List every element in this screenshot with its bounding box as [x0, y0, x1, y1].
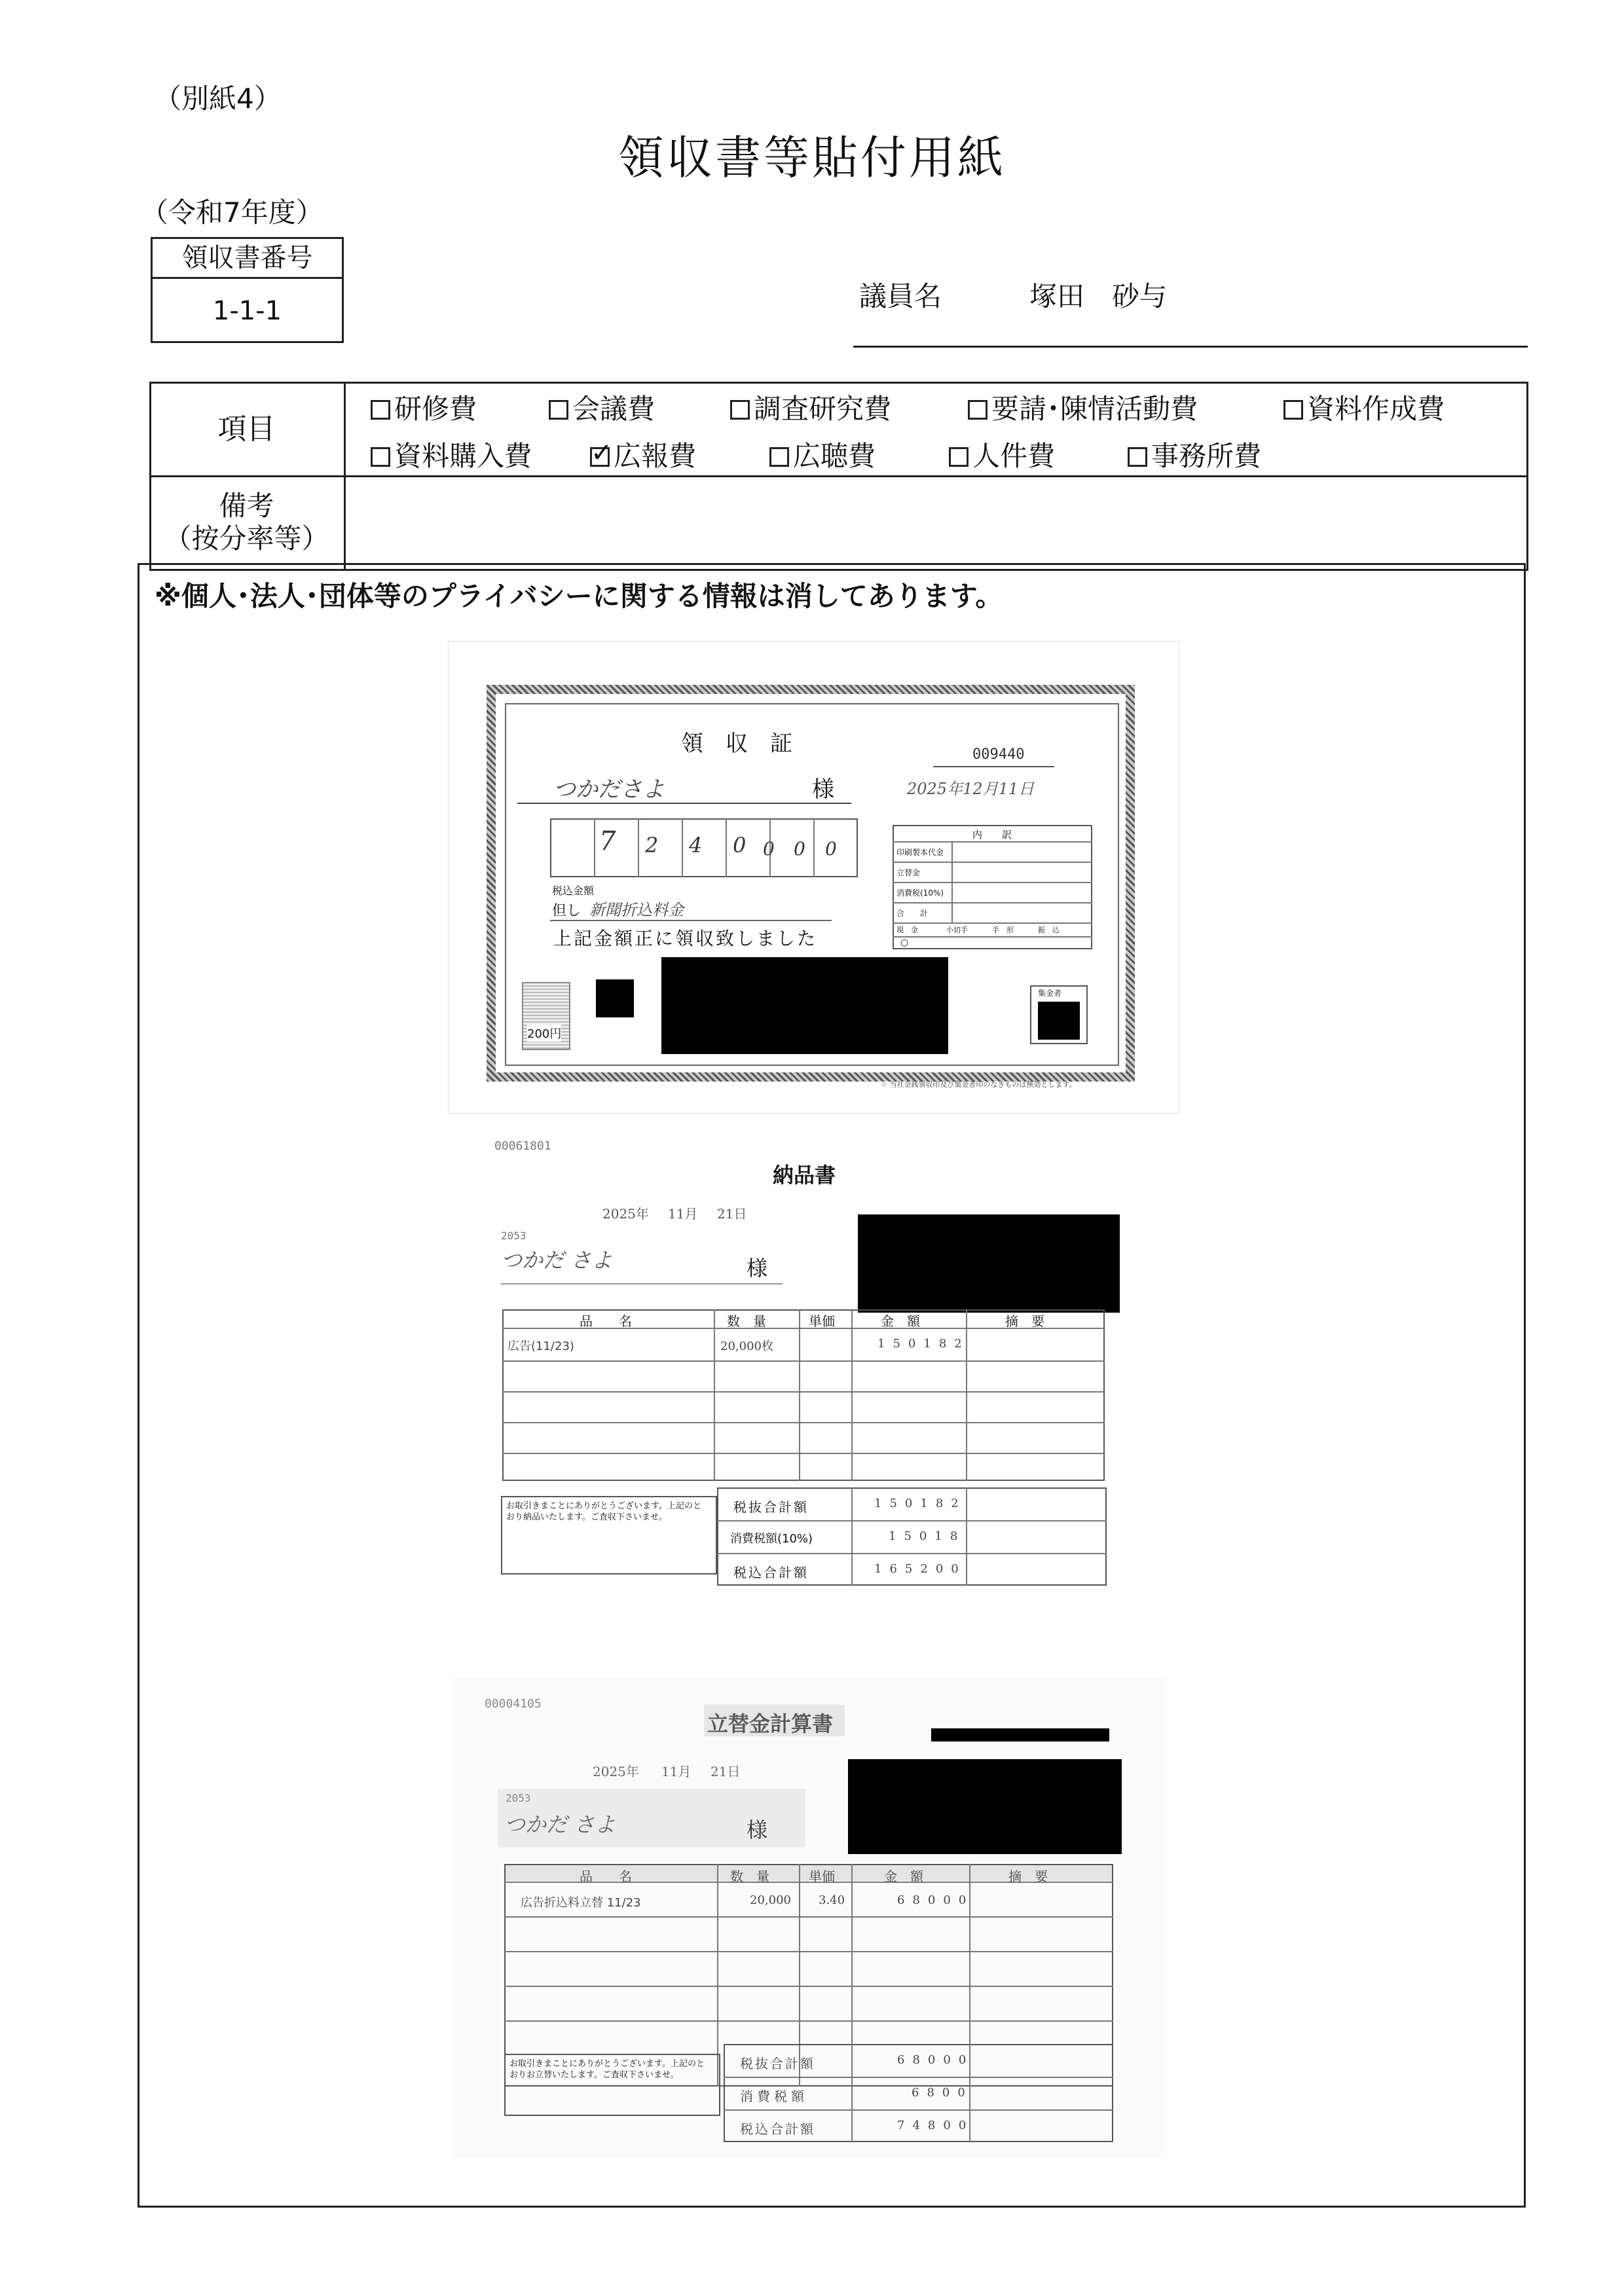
- reimb-month: 11月: [661, 1764, 692, 1779]
- receipt-purpose: 新聞折込料金: [589, 901, 684, 919]
- annex-label: （別紙4）: [154, 82, 282, 115]
- totals-value: [874, 1497, 967, 1510]
- category-kenshu[interactable]: [371, 388, 477, 427]
- digit: 5: [893, 1337, 908, 1351]
- category-label: 人件費: [972, 440, 1056, 472]
- reimb-header: 品 名: [580, 1868, 632, 1884]
- digit: 0: [943, 1893, 959, 1907]
- checkbox-icon: [1283, 400, 1303, 420]
- slip-item-table: [502, 1309, 1105, 1481]
- checkbox-icon: [549, 400, 568, 420]
- reimb-header: 数 量: [730, 1868, 769, 1884]
- reimb-item-name: 広告折込料立替 11/23: [521, 1896, 641, 1910]
- breakdown-row-line: [893, 862, 1092, 863]
- receipt-number: 009440: [972, 746, 1025, 763]
- payment-method: 現 金: [896, 926, 918, 934]
- digit: 0: [951, 1562, 967, 1576]
- table-row-line: [504, 1986, 1113, 1987]
- scanned-receipt: [449, 642, 1179, 1113]
- digit: 0: [942, 2086, 958, 2100]
- slip-customer-code: 2053: [501, 1230, 526, 1242]
- table-row-line: [504, 2020, 1113, 2022]
- digit: 6: [889, 1562, 905, 1576]
- receipt-number-label: 領収書番号: [153, 239, 342, 279]
- redaction-block: [931, 1728, 1109, 1741]
- reimb-serial: 00004105: [485, 1697, 542, 1711]
- digit: 0: [943, 2053, 959, 2067]
- slip-day: 21日: [717, 1206, 747, 1222]
- digit: 0: [927, 2053, 944, 2067]
- digit: 5: [904, 1529, 919, 1543]
- reimb-year: 2025年: [593, 1764, 639, 1779]
- privacy-note: ※個人･法人･団体等のプライバシーに関する情報は消してあります。: [155, 580, 1003, 612]
- breakdown-row-line: [893, 902, 1092, 903]
- digit: 1: [920, 1497, 936, 1510]
- collector-label: 集金者: [1038, 989, 1062, 998]
- amount-digit: 7: [599, 826, 616, 856]
- slip-customer-underline: [501, 1283, 783, 1285]
- slip-item-amount: [877, 1337, 970, 1351]
- receipt-payee: つかださよ: [553, 776, 665, 803]
- totals-value: [897, 2119, 974, 2132]
- amount-digit: 0: [825, 838, 837, 860]
- digit: 0: [904, 1497, 921, 1510]
- category-kaigi[interactable]: [549, 388, 655, 427]
- digit: 5: [904, 1562, 921, 1576]
- page-title: 領収書等貼付用紙: [618, 131, 1006, 185]
- breakdown-row-label: 印刷製本代金: [896, 848, 944, 857]
- breakdown-row-line: [893, 922, 1092, 924]
- slip-header: 摘 要: [1005, 1313, 1044, 1329]
- digit: 5: [889, 1497, 905, 1510]
- category-label: 広聴費: [793, 440, 876, 472]
- slip-serial: 00061801: [494, 1139, 551, 1153]
- redaction-block: [848, 1759, 1122, 1854]
- totals-label: 消費税額(10%): [730, 1532, 813, 1546]
- fiscal-year: （令和7年度）: [141, 196, 323, 228]
- payment-circle-icon: ○: [900, 938, 909, 948]
- reimb-item-qty: 20,000: [750, 1893, 791, 1907]
- digit: 2: [920, 1562, 936, 1576]
- breakdown-row-line: [893, 841, 1092, 843]
- digit: 8: [912, 1893, 928, 1907]
- slip-thanks: お取引きまことにありがとうございます。上記のとおり納品いたします。ご査収下さいませ。: [506, 1501, 701, 1522]
- receipt-honorific: 様: [812, 776, 834, 803]
- digit: 0: [943, 2119, 959, 2132]
- category-label: 会議費: [572, 393, 655, 425]
- table-col-line: [966, 1309, 967, 1481]
- payment-method: 手 形: [992, 926, 1014, 934]
- receipt-number-box: [151, 237, 344, 343]
- table-row-line: [504, 1916, 1113, 1918]
- checkbox-icon: [968, 400, 987, 420]
- table-row-line: [502, 1391, 1105, 1393]
- digit: 2: [954, 1337, 970, 1351]
- digit: 0: [958, 1893, 974, 1907]
- receipt-tax-label: 税込金額: [552, 884, 595, 897]
- amount-digit: 0: [733, 833, 747, 858]
- receipt-purpose-underline: [550, 920, 832, 921]
- table-row-line: [502, 1422, 1105, 1423]
- reimb-customer: つかだ さよ: [504, 1812, 616, 1837]
- slip-title: 納品書: [773, 1163, 836, 1188]
- breakdown-col-line: [951, 841, 953, 922]
- items-label: 項目: [149, 382, 346, 477]
- digit: 6: [912, 2086, 927, 2100]
- breakdown-row-label: 合 計: [896, 909, 929, 918]
- digit: 2: [951, 1497, 967, 1510]
- slip-header: 金 額: [881, 1313, 920, 1329]
- reimb-item-amount: [897, 1893, 974, 1907]
- receipt-payee-underline: [517, 803, 851, 804]
- redaction-block: [1038, 1002, 1080, 1040]
- checkbox-icon: [730, 400, 750, 420]
- category-label: 資料購入費: [394, 440, 532, 472]
- digit: 6: [897, 2053, 913, 2067]
- digit: 0: [919, 1529, 935, 1543]
- digit: 1: [889, 1529, 904, 1543]
- digit: 0: [927, 1893, 944, 1907]
- slip-customer: つかだ さよ: [501, 1248, 613, 1273]
- category-shiryo-konyu[interactable]: [371, 435, 532, 474]
- breakdown-row-line: [893, 882, 1092, 883]
- receipt-tadashi: 但し: [552, 903, 581, 919]
- slip-header: 単価: [809, 1313, 835, 1329]
- digit: 8: [935, 1497, 951, 1510]
- category-yosei[interactable]: [968, 388, 1198, 427]
- totals-row-line: [717, 1520, 1107, 1522]
- slip-honorific: 様: [747, 1256, 768, 1281]
- scanned-delivery-slip: [449, 1126, 1169, 1605]
- totals-label: 税抜合計額: [740, 2056, 815, 2071]
- slip-item-qty: 20,000枚: [720, 1339, 773, 1353]
- category-label: 研修費: [394, 393, 477, 425]
- digit: 0: [958, 2119, 974, 2132]
- member-name: 塚田 砂与: [1029, 280, 1168, 312]
- amount-divider: [682, 818, 683, 877]
- category-chosa[interactable]: [730, 388, 891, 427]
- totals-row-line: [717, 1553, 1107, 1554]
- table-row-line: [502, 1453, 1105, 1454]
- digit: 8: [912, 2053, 928, 2067]
- digit: 1: [874, 1497, 890, 1510]
- amount-digit: 0: [763, 838, 775, 860]
- member-underline: [853, 346, 1528, 348]
- totals-col-line: [851, 1487, 853, 1586]
- totals-label: 消費税額: [740, 2088, 808, 2104]
- remarks-label-line2: （按分率等）: [164, 522, 329, 555]
- revenue-stamp-label: 200円: [527, 1025, 561, 1042]
- totals-value: [889, 1529, 965, 1543]
- totals-label: 税込合計額: [733, 1565, 809, 1580]
- remarks-label: [149, 475, 346, 571]
- category-label: 要請･陳情活動費: [991, 393, 1198, 425]
- remarks-row: [149, 475, 1528, 571]
- digit: 1: [874, 1562, 890, 1576]
- redaction-block: [596, 979, 634, 1017]
- reimb-title: 立替金計算書: [707, 1711, 834, 1736]
- receipt-number-underline: [933, 766, 1054, 767]
- breakdown-row-label: 立替金: [896, 868, 921, 877]
- category-kocho[interactable]: [769, 435, 876, 474]
- table-row-line: [502, 1360, 1105, 1362]
- table-col-line: [799, 1309, 800, 1481]
- totals-value: [912, 2086, 973, 2100]
- totals-label: 税抜合計額: [733, 1499, 809, 1515]
- totals-value: [897, 2053, 974, 2067]
- redaction-block: [858, 1214, 1120, 1313]
- totals-row-line: [724, 2077, 1113, 2078]
- digit: 8: [950, 1529, 966, 1543]
- table-row-line: [504, 1951, 1113, 1952]
- payment-method: 振 込: [1038, 926, 1060, 934]
- reimb-thanks: お取引きまことにありがとうございます。上記のとおりお立替いたします。ご査収下さいませ。: [509, 2059, 705, 2080]
- checkbox-icon: [1128, 447, 1147, 467]
- digit: 8: [927, 2119, 944, 2132]
- digit: 0: [935, 1562, 951, 1576]
- category-jimusho[interactable]: [1128, 435, 1261, 474]
- scanned-reimbursement: [452, 1677, 1166, 2159]
- digit: 8: [938, 1337, 955, 1351]
- digit: 0: [958, 2053, 974, 2067]
- digit: 1: [877, 1337, 893, 1351]
- reimb-header: 摘 要: [1008, 1868, 1048, 1884]
- remarks-label-line1: 備考: [219, 490, 274, 522]
- amount-divider: [594, 818, 595, 877]
- receipt-number-value: 1-1-1: [212, 296, 282, 326]
- category-shiryo-sakusei[interactable]: [1283, 388, 1445, 427]
- totals-col-line: [851, 2044, 853, 2142]
- breakdown-row-line: [893, 936, 1092, 938]
- table-col-line: [851, 1309, 853, 1481]
- reimb-honorific: 様: [747, 1817, 768, 1842]
- digit: 6: [897, 1893, 913, 1907]
- reimb-item-unit: 3.40: [819, 1893, 845, 1907]
- slip-item-name: 広告(11/23): [507, 1339, 574, 1353]
- reimb-customer-code: 2053: [506, 1792, 531, 1804]
- digit: 1: [923, 1337, 939, 1351]
- breakdown-row-label: 消費税(10%): [896, 888, 944, 898]
- amount-divider: [813, 818, 815, 877]
- category-label: 資料作成費: [1307, 393, 1445, 425]
- totals-label: 税込合計額: [740, 2121, 815, 2137]
- amount-digit: 4: [689, 833, 703, 858]
- receipt-statement: 上記金額正に領収致しました: [553, 928, 818, 949]
- checkbox-icon: [371, 400, 390, 420]
- digit: 0: [908, 1337, 924, 1351]
- checkbox-icon: [371, 447, 390, 467]
- slip-month: 11月: [668, 1206, 698, 1222]
- category-koho[interactable]: [590, 435, 696, 474]
- redaction-block: [661, 957, 948, 1054]
- payment-method: 小切手: [946, 926, 968, 934]
- totals-value: [874, 1562, 967, 1576]
- category-label: 事務所費: [1151, 440, 1262, 472]
- digit: 7: [897, 2119, 913, 2132]
- reimb-header: 単価: [809, 1868, 835, 1884]
- receipt-title: 領 収 証: [681, 731, 792, 757]
- slip-header: 数 量: [727, 1313, 766, 1329]
- table-col-line: [714, 1309, 715, 1481]
- receipt-amount-box: [550, 818, 858, 877]
- totals-row-line: [724, 2109, 1113, 2111]
- amount-divider: [638, 818, 639, 877]
- digit: 0: [957, 2086, 973, 2100]
- checkbox-icon: [949, 447, 969, 467]
- digit: 4: [912, 2119, 928, 2132]
- category-label: 広報費: [614, 440, 697, 472]
- member-label: 議員名: [859, 280, 942, 312]
- breakdown-title: 内 訳: [972, 829, 1012, 841]
- category-jinken[interactable]: [949, 435, 1055, 474]
- category-label: 調査研究費: [754, 393, 892, 425]
- slip-year: 2025年: [602, 1206, 649, 1222]
- checkbox-checked-icon: [590, 447, 610, 467]
- receipt-footer: ☆ 当社金銭領収印及び集金者印のなきものは無効とします。: [881, 1080, 1077, 1089]
- amount-digit: 0: [794, 838, 805, 860]
- slip-header: 品 名: [580, 1313, 632, 1329]
- reimb-header: 金 額: [884, 1868, 923, 1884]
- table-col-line: [717, 1864, 718, 2086]
- amount-digit: 2: [645, 833, 659, 858]
- amount-divider: [726, 818, 727, 877]
- digit: 8: [927, 2086, 942, 2100]
- checkbox-icon: [769, 447, 789, 467]
- digit: 1: [934, 1529, 950, 1543]
- reimb-day: 21日: [710, 1764, 741, 1779]
- receipt-date: 2025年12月11日: [907, 780, 1035, 798]
